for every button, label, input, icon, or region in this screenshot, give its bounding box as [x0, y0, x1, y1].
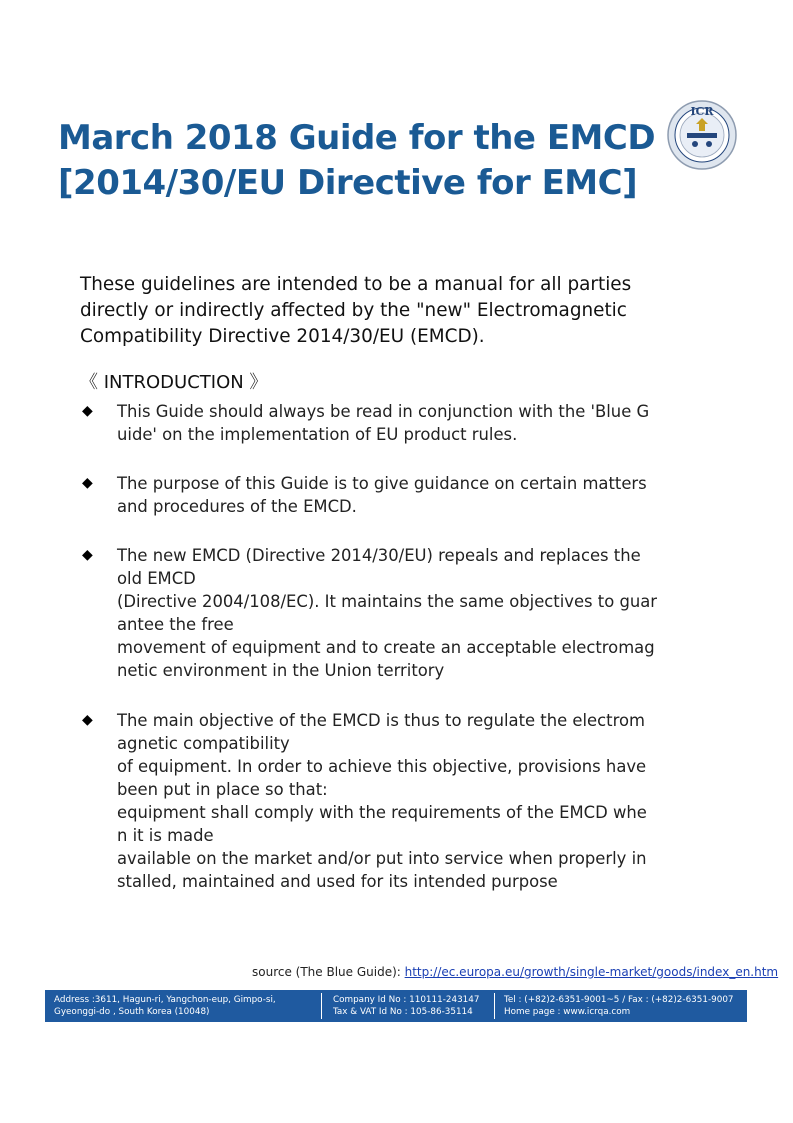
icr-logo-svg: [667, 100, 737, 170]
bullet-text: [117, 400, 649, 446]
page-title: [58, 116, 658, 206]
bullet-line: available on the market and/or put into service when properly in: [117, 849, 647, 868]
source-link[interactable]: http://ec.europa.eu/growth/single-market/goods/index_en.htm: [404, 965, 779, 979]
bullet-line: The purpose of this Guide is to give guidance on certain matters: [117, 474, 647, 493]
bullet-line: equipment shall comply with the requirements of the EMCD whe: [117, 803, 647, 822]
bullet-line: antee the free: [117, 615, 234, 634]
footer-divider: [494, 993, 495, 1019]
bullet-text: [117, 544, 657, 682]
footer-divider: [321, 993, 322, 1019]
footer-address-line: Gyeonggi-do , South Korea (10048): [54, 1007, 210, 1017]
intro-line: These guidelines are intended to be a manual for all parties: [80, 274, 632, 295]
bullet-line: old EMCD: [117, 569, 196, 588]
bullet-line: n it is made: [117, 826, 214, 845]
diamond-bullet-icon: ◆: [82, 403, 93, 419]
bullet-text: [117, 709, 647, 893]
intro-line: Compatibility Directive 2014/30/EU (EMCD).: [80, 326, 485, 347]
bullet-line: movement of equipment and to create an acceptable electromag: [117, 638, 655, 657]
bullet-line: and procedures of the EMCD.: [117, 497, 357, 516]
footer-contact-line: Home page : www.icrqa.com: [504, 1007, 631, 1017]
footer-company-line: Tax & VAT Id No : 105-86-35114: [333, 1007, 473, 1017]
bullet-line: uide' on the implementation of EU product rules.: [117, 425, 518, 444]
title-line-2: [2014/30/EU Directive for EMC]: [58, 163, 638, 203]
bullet-line: of equipment. In order to achieve this objective, provisions have: [117, 757, 647, 776]
intro-line: directly or indirectly affected by the "new" Electromagnetic: [80, 300, 627, 321]
diamond-bullet-icon: ◆: [82, 547, 93, 563]
bullet-line: stalled, maintained and used for its intended purpose: [117, 872, 558, 891]
bullet-line: (Directive 2004/108/EC). It maintains the same objectives to guar: [117, 592, 658, 611]
bullet-line: agnetic compatibility: [117, 734, 290, 753]
bullet-text: [117, 472, 647, 518]
bullet-line: This Guide should always be read in conjunction with the 'Blue G: [117, 402, 650, 421]
bullet-line: The main objective of the EMCD is thus to regulate the electrom: [117, 711, 645, 730]
footer-bar: [45, 990, 747, 1022]
icr-logo-icon: [667, 100, 737, 170]
logo-letters: ICR: [690, 105, 714, 118]
footer-address-line: Address :3611, Hagun-ri, Yangchon-eup, Gimpo-si,: [54, 995, 276, 1005]
diamond-bullet-icon: ◆: [82, 712, 93, 728]
source-label: source (The Blue Guide):: [252, 965, 405, 979]
footer-company-ids: [333, 994, 479, 1018]
bullet-line: been put in place so that:: [117, 780, 328, 799]
title-line-1: March 2018 Guide for the EMCD: [58, 118, 656, 158]
footer-address: [54, 994, 276, 1018]
footer-contact-line: Tel : (+82)2-6351-9001~5 / Fax : (+82)2-6351-9007: [504, 995, 734, 1005]
intro-paragraph: [80, 272, 680, 350]
section-heading-introduction: 《 INTRODUCTION 》: [80, 372, 268, 393]
footer-contact: [504, 994, 734, 1018]
bullet-line: The new EMCD (Directive 2014/30/EU) repeals and replaces the: [117, 546, 641, 565]
bullet-line: netic environment in the Union territory: [117, 661, 445, 680]
footer-company-line: Company Id No : 110111-243147: [333, 995, 480, 1005]
diamond-bullet-icon: ◆: [82, 475, 93, 491]
source-line: [252, 964, 778, 980]
